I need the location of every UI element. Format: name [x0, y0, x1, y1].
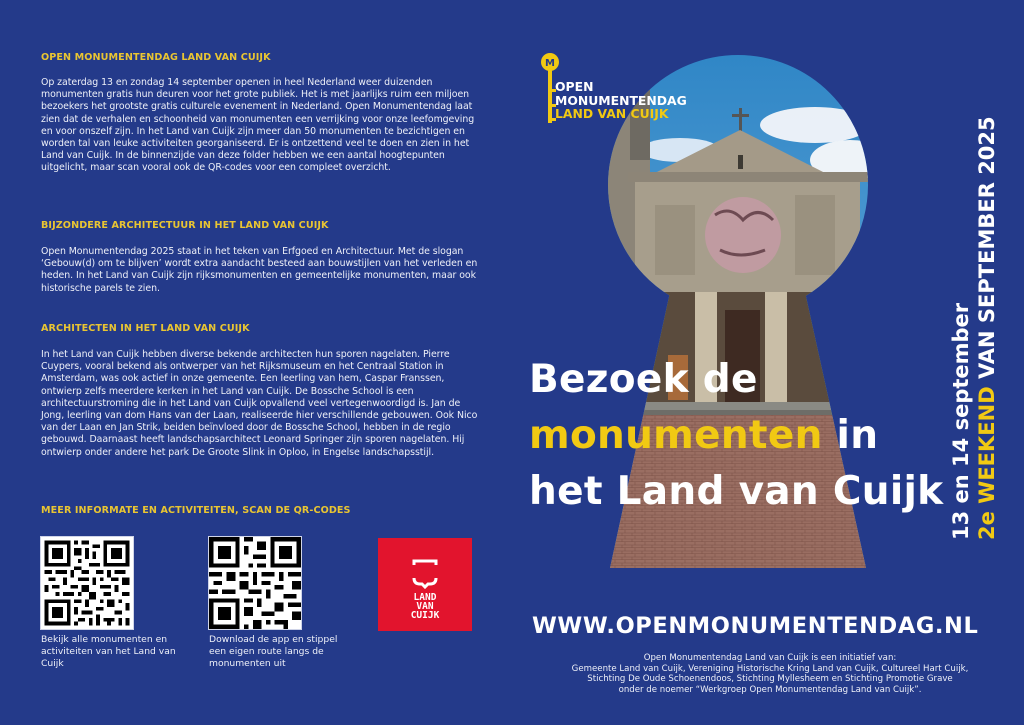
section-heading-qr: MEER INFORMATE EN ACTIVITEITEN, SCAN DE QR-CODES	[41, 505, 351, 516]
section-body-architecture: Open Monumentendag 2025 staat in het teken van Erfgoed en Architectuur. Met de slogan ‘Gebouw(d) om te blijven’ wordt extra aandacht besteed aan bouwstijlen van het verleden en heden. In het Land van Cuijk zijn rijksmonumenten en gemeentelijke monumenten, maar ook historische parels te zien.	[41, 246, 478, 294]
credits-line: Open Monumentendag Land van Cuijk is een initiatief van:	[643, 653, 897, 663]
svg-text:M: M	[545, 58, 555, 69]
section-heading-intro: OPEN MONUMENTENDAG LAND VAN CUIJK	[41, 52, 271, 63]
section-body-architects: In het Land van Cuijk hebben diverse bekende architecten hun sporen nagelaten. Pierre Cuypers, vooral bekend als ontwerper van het Rijksmuseum en het Centraal Station in Amsterdam, was ook actief in onze gemeente. Een leerling van hem, Caspar Franssen, ontwierp zelfs meerdere kerken in het Land van Cuijk. De Bossche School is een architectuurstroming die in het Land van Cuijk opvallend veel vertegenwoordigd is. Jan de Jong, leerling van dom Hans van der Laan, realiseerde hier verschillende gebouwen. Ook Nico van der Laan en Jan Strik, beiden beïnvloed door de Bossche School, hebben in de regio gebouwd. Daarnaast heeft landschapsarchitect Leonard Springer zijn sporen nagelaten. Hij ontwierp onder andere het park De Groote Slink in Oploo, in Engelse landschapsstijl.	[41, 349, 478, 458]
weekend-rest: VAN SEPTEMBER 2025	[975, 116, 999, 387]
credits	[520, 653, 1020, 695]
section-body-intro: Op zaterdag 13 en zondag 14 september openen in heel Nederland weer duizenden monumenten gratis hun deuren voor het grote publiek. Het is met jaarlijks ruim een miljoen bezoekers het grootste gratis culturele evenement in Nederland. Open Monumentendag laat zien dat de verhalen en schoonheid van monumenten een verrijking voor onze leefomgeving en voor onszelf zijn. In het Land van Cuijk zijn meer dan 50 monumenten te bezichtigen en worden tal van leuke activiteiten georganiseerd. Er is ontzettend veel te doen en zien in het Land van Cuijk. In de binnenzijde van deze folder hebben we een aantal hoogtepunten uitgelicht, maar scan vooral ook de QR-codes voor een compleet overzicht.	[41, 77, 475, 174]
vertical-weekend	[974, 116, 1000, 540]
website-link[interactable]: WWW.OPENMONUMENTENDAG.NL	[532, 613, 979, 639]
qr-code-icon	[41, 537, 133, 629]
qr-code-app[interactable]	[208, 536, 302, 630]
municipality-logo-icon	[378, 538, 472, 631]
logo-line-land-van-cuijk: LAND VAN CUIJK	[555, 106, 669, 121]
qr-code-monuments[interactable]	[40, 536, 134, 630]
headline-line-2	[529, 408, 943, 464]
credits-line: Stichting De Oude Schoenendoos, Stichting Myllesheem en Stichting Promotie Grave	[587, 674, 953, 685]
qr-caption-app: Download de app en stippel een eigen route langs de monumenten uit	[209, 634, 338, 669]
qr-code-icon	[209, 537, 301, 629]
svg-text:CUIJK: CUIJK	[410, 610, 440, 621]
headline	[529, 352, 943, 520]
headline-in: in	[822, 413, 879, 458]
logo-line-open: OPEN	[555, 79, 594, 94]
qr-caption-monuments: Bekijk alle monumenten en activiteiten van het Land van Cuijk	[41, 634, 176, 669]
headline-highlight: monumenten	[529, 413, 823, 458]
weekend-highlight: 2e WEEKEND	[975, 386, 999, 540]
logo-text	[555, 80, 687, 121]
open-monumentendag-logo	[537, 52, 687, 131]
credits-line: Gemeente Land van Cuijk, Vereniging Historische Kring Land van Cuijk, Cultureel Hart Cuijk,	[571, 663, 969, 674]
vertical-date-banner	[948, 116, 1000, 540]
headline-line-3: het Land van Cuijk	[529, 469, 944, 514]
svg-text:VAN: VAN	[416, 601, 434, 612]
logo-line-monumentendag: MONUMENTENDAG	[555, 92, 687, 108]
headline-line-1: Bezoek de	[529, 357, 758, 402]
section-heading-architecture: BIJZONDERE ARCHITECTUUR IN HET LAND VAN CUIJK	[41, 220, 329, 231]
vertical-dates: 13 en 14 september	[949, 302, 973, 540]
credits-line: onder de noemer “Werkgroep Open Monumentendag Land van Cuijk”.	[618, 684, 922, 695]
svg-text:LAND: LAND	[413, 592, 437, 603]
section-heading-architects: ARCHITECTEN IN HET LAND VAN CUIJK	[41, 323, 250, 334]
land-van-cuijk-logo	[378, 538, 472, 631]
